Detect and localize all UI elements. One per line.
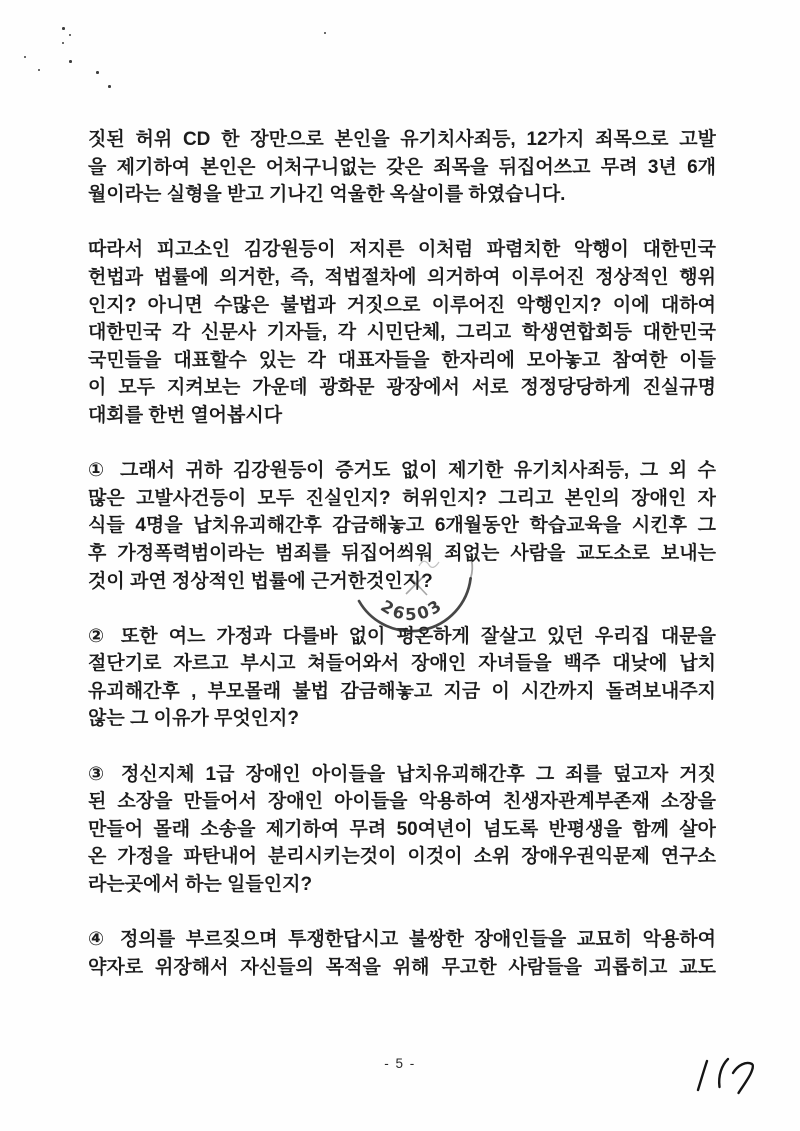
ink-speck bbox=[324, 32, 326, 34]
ink-speck bbox=[38, 69, 40, 71]
ink-speck bbox=[108, 85, 111, 88]
text-line: ① 그래서 귀하 김강원등이 증거도 없이 제기한 유기치사죄등, 그 외 수 bbox=[88, 460, 716, 482]
paragraph-6 bbox=[88, 926, 716, 981]
paragraph-5 bbox=[88, 761, 716, 899]
ink-speck bbox=[69, 60, 72, 63]
text-line: ② 또한 여느 가정과 다를바 없이 평온하게 잘살고 있던 우리집 대문을 bbox=[88, 625, 716, 647]
text-line: 이 모두 지켜보는 가운데 광화문 광장에서 서로 정정당당하게 진실규명 bbox=[88, 377, 716, 399]
text-line: ④ 정의를 부르짖으며 투쟁한답시고 불쌍한 장애인들을 교묘히 악용하여 bbox=[88, 929, 716, 951]
text-line: 월이라는 실형을 받고 기나긴 억울한 옥살이를 하였습니다. bbox=[88, 184, 566, 206]
text-line: 된 소장을 만들어서 장애인 아이들을 악용하여 친생자관계부존재 소장을 bbox=[88, 791, 716, 813]
pen-stroke bbox=[719, 1059, 728, 1087]
text-line: 따라서 피고소인 김강원등이 저지른 이처럼 파렴치한 악행이 대한민국 bbox=[88, 239, 716, 261]
stamp-number: 26503 bbox=[377, 595, 447, 625]
ink-speck bbox=[69, 34, 71, 36]
ink-speck bbox=[62, 42, 64, 44]
ink-speck bbox=[96, 71, 99, 74]
pen-stroke bbox=[733, 1063, 753, 1093]
paragraph-4 bbox=[88, 623, 716, 733]
text-line: 약자로 위장해서 자신들의 목적을 위해 무고한 사람들을 괴롭히고 교도 bbox=[88, 956, 716, 978]
text-line: 대회를 한번 열어봅시다 bbox=[88, 404, 283, 426]
page-number: - 5 - bbox=[384, 1056, 416, 1071]
text-line: 절단기로 자르고 부시고 쳐들어와서 장애인 자녀들을 백주 대낮에 납치 bbox=[88, 653, 716, 675]
text-line: ③ 정신지체 1급 장애인 아이들을 납치유괴해간후 그 죄를 덮고자 거짓 bbox=[88, 763, 716, 785]
ink-speck bbox=[62, 27, 65, 30]
text-line: 유괴해간후 , 부모몰래 불법 감금해놓고 지금 이 시간까지 돌려보내주지 bbox=[88, 680, 716, 702]
text-line: 않는 그 이유가 무엇인지? bbox=[88, 708, 299, 730]
text-line: 식들 4명을 납치유괴해간후 감금해놓고 6개월동안 학습교육을 시킨후 그 bbox=[88, 515, 716, 537]
text-line: 많은 고발사건등이 모두 진실인지? 허위인지? 그리고 본인의 장애인 자 bbox=[88, 487, 716, 509]
text-line: 헌법과 법률에 의거한, 즉, 적법절차에 의거하여 이루어진 정상적인 행위 bbox=[88, 266, 716, 288]
paragraph-3 bbox=[88, 457, 716, 595]
text-line: 국민들을 대표할수 있는 각 대표자들을 한자리에 모아놓고 참여한 이들 bbox=[88, 349, 716, 371]
paragraph-1 bbox=[88, 126, 716, 209]
text-line: 후 가정폭력범이라는 범죄를 뒤집어씌워 죄없는 사람을 교도소로 보내는 bbox=[88, 542, 716, 564]
text-line: 을 제기하여 본인은 어처구니없는 갖은 죄목을 뒤집어쓰고 무려 3년 6개 bbox=[88, 156, 716, 178]
ink-speck bbox=[24, 56, 26, 58]
text-line: 것이 과연 정상적인 법률에 근거한것인지? bbox=[88, 570, 433, 592]
text-line: 인지? 아니면 수많은 불법과 거짓으로 이루어진 악행인지? 이에 대하여 bbox=[88, 294, 716, 316]
pen-stroke bbox=[698, 1061, 707, 1090]
text-line: 짓된 허위 CD 한 장만으로 본인을 유기치사죄등, 12가지 죄목으로 고발 bbox=[88, 129, 716, 150]
paragraph-2 bbox=[88, 236, 716, 429]
text-line: 대한민국 각 신문사 기자들, 각 시민단체, 그리고 학생연합회등 대한민국 bbox=[88, 322, 716, 344]
body-text bbox=[88, 126, 716, 981]
text-line: 만들어 몰래 소송을 제기하여 무려 50여년이 넘도록 반평생을 함께 살아 bbox=[88, 818, 716, 840]
text-line: 라는곳에서 하는 일들인지? bbox=[88, 874, 313, 896]
text-line: 온 가정을 파탄내어 분리시키는것이 이것이 소위 장애우권익문제 연구소 bbox=[88, 846, 716, 868]
